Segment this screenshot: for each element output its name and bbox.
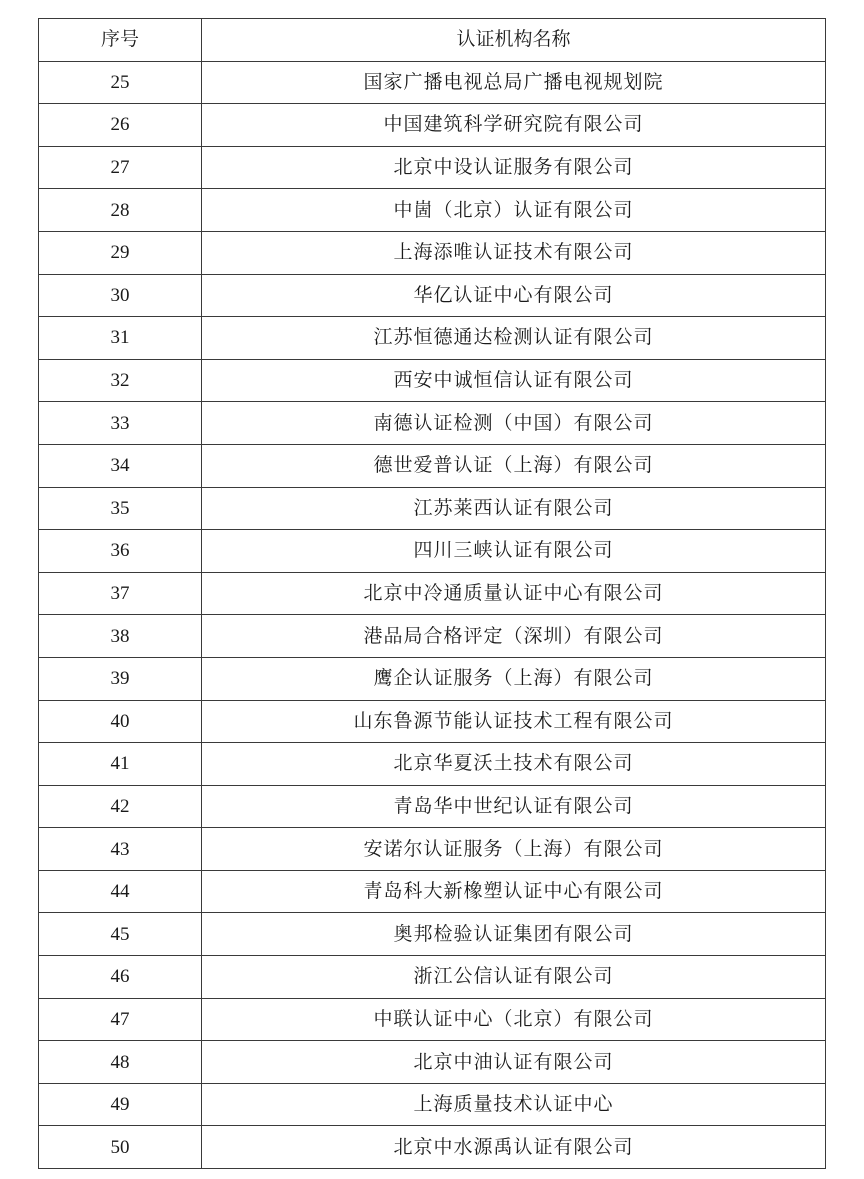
row-organization-name: 鹰企认证服务（上海）有限公司 [202, 657, 826, 700]
table-row [39, 657, 826, 700]
row-organization-name: 江苏莱西认证有限公司 [202, 487, 826, 530]
row-organization-name: 上海添唯认证技术有限公司 [202, 231, 826, 274]
table-row [39, 530, 826, 573]
row-index: 39 [39, 657, 202, 700]
table-row [39, 743, 826, 786]
row-index: 29 [39, 231, 202, 274]
row-index: 37 [39, 572, 202, 615]
table-row [39, 402, 826, 445]
table-row [39, 104, 826, 147]
table-row [39, 359, 826, 402]
table-row [39, 317, 826, 360]
row-index: 32 [39, 359, 202, 402]
table-row [39, 700, 826, 743]
row-organization-name: 港品局合格评定（深圳）有限公司 [202, 615, 826, 658]
row-organization-name: 浙江公信认证有限公司 [202, 956, 826, 999]
table-row [39, 998, 826, 1041]
row-organization-name: 北京中油认证有限公司 [202, 1041, 826, 1084]
table-header [39, 19, 826, 62]
row-organization-name: 中联认证中心（北京）有限公司 [202, 998, 826, 1041]
row-index: 48 [39, 1041, 202, 1084]
row-organization-name: 中国建筑科学研究院有限公司 [202, 104, 826, 147]
row-index: 47 [39, 998, 202, 1041]
table-row [39, 1083, 826, 1126]
table-row [39, 487, 826, 530]
row-index: 34 [39, 444, 202, 487]
row-organization-name: 青岛科大新橡塑认证中心有限公司 [202, 870, 826, 913]
table-body [39, 61, 826, 1168]
table-row [39, 146, 826, 189]
row-organization-name: 奥邦检验认证集团有限公司 [202, 913, 826, 956]
row-index: 42 [39, 785, 202, 828]
header-row [39, 19, 826, 62]
table-row [39, 1041, 826, 1084]
row-organization-name: 安诺尔认证服务（上海）有限公司 [202, 828, 826, 871]
row-index: 41 [39, 743, 202, 786]
certification-body-table [38, 18, 826, 1169]
row-organization-name: 华亿认证中心有限公司 [202, 274, 826, 317]
row-index: 36 [39, 530, 202, 573]
table-row [39, 444, 826, 487]
table-row [39, 61, 826, 104]
row-organization-name: 北京中水源禹认证有限公司 [202, 1126, 826, 1169]
row-organization-name: 上海质量技术认证中心 [202, 1083, 826, 1126]
table-row [39, 870, 826, 913]
row-index: 27 [39, 146, 202, 189]
header-name: 认证机构名称 [202, 19, 826, 62]
table-row [39, 274, 826, 317]
row-index: 33 [39, 402, 202, 445]
table-row [39, 956, 826, 999]
row-index: 50 [39, 1126, 202, 1169]
row-index: 38 [39, 615, 202, 658]
table-row [39, 1126, 826, 1169]
table-row [39, 615, 826, 658]
row-index: 30 [39, 274, 202, 317]
row-organization-name: 北京中设认证服务有限公司 [202, 146, 826, 189]
row-index: 26 [39, 104, 202, 147]
table-row [39, 785, 826, 828]
row-organization-name: 北京华夏沃土技术有限公司 [202, 743, 826, 786]
row-organization-name: 江苏恒德通达检测认证有限公司 [202, 317, 826, 360]
row-index: 25 [39, 61, 202, 104]
row-organization-name: 四川三峡认证有限公司 [202, 530, 826, 573]
row-organization-name: 西安中诚恒信认证有限公司 [202, 359, 826, 402]
row-organization-name: 南德认证检测（中国）有限公司 [202, 402, 826, 445]
row-index: 44 [39, 870, 202, 913]
row-organization-name: 中崮（北京）认证有限公司 [202, 189, 826, 232]
row-organization-name: 国家广播电视总局广播电视规划院 [202, 61, 826, 104]
row-organization-name: 山东鲁源节能认证技术工程有限公司 [202, 700, 826, 743]
row-index: 43 [39, 828, 202, 871]
table-row [39, 913, 826, 956]
row-organization-name: 北京中冷通质量认证中心有限公司 [202, 572, 826, 615]
table-row [39, 231, 826, 274]
row-index: 45 [39, 913, 202, 956]
table-row [39, 189, 826, 232]
header-index: 序号 [39, 19, 202, 62]
row-index: 28 [39, 189, 202, 232]
table-row [39, 828, 826, 871]
row-index: 49 [39, 1083, 202, 1126]
row-index: 31 [39, 317, 202, 360]
row-organization-name: 青岛华中世纪认证有限公司 [202, 785, 826, 828]
row-organization-name: 德世爱普认证（上海）有限公司 [202, 444, 826, 487]
row-index: 35 [39, 487, 202, 530]
row-index: 40 [39, 700, 202, 743]
row-index: 46 [39, 956, 202, 999]
table-row [39, 572, 826, 615]
